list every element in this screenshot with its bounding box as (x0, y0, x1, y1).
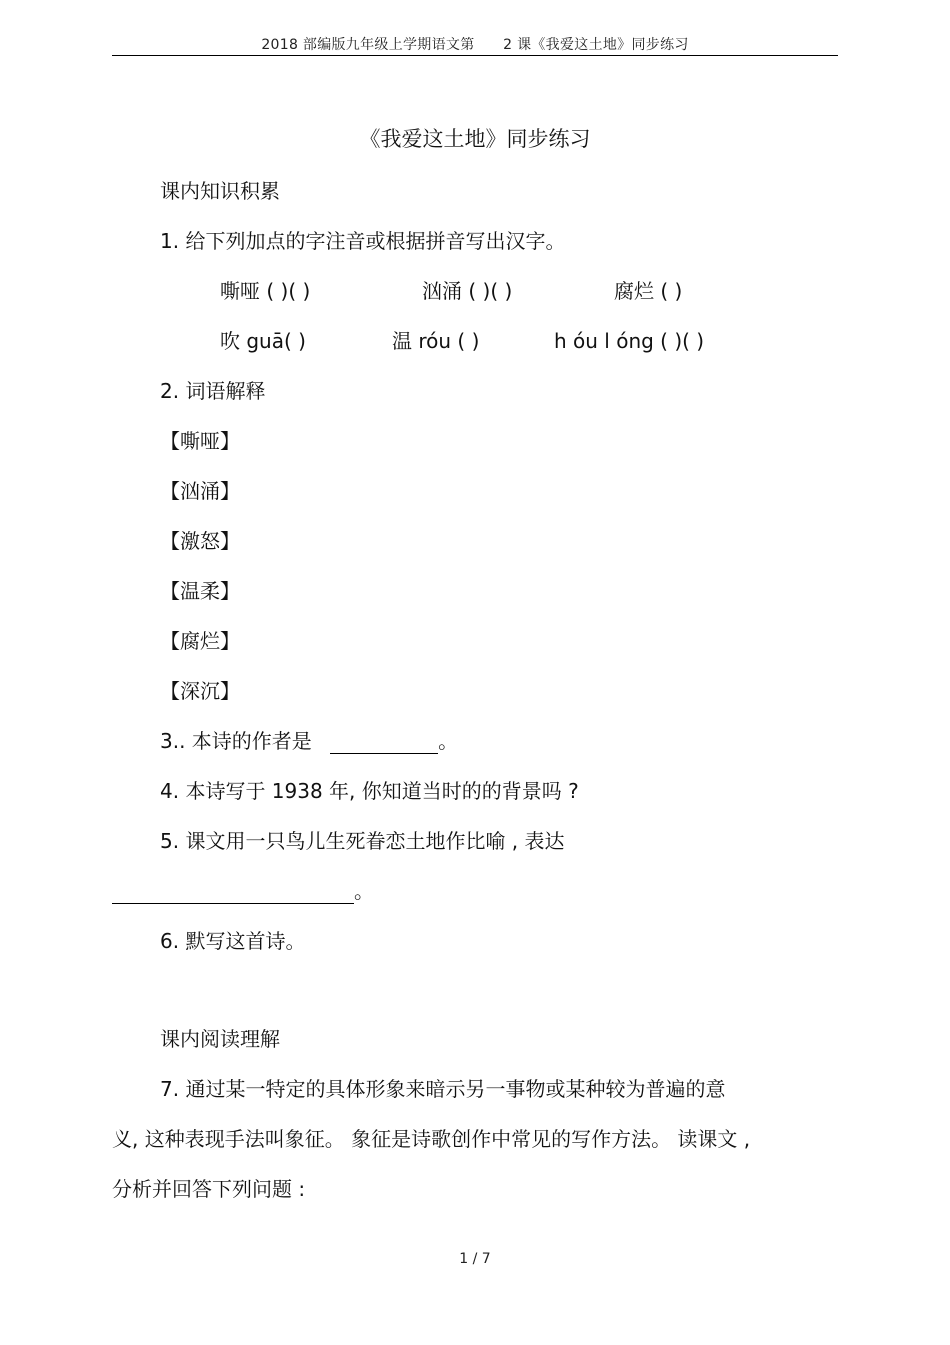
q1-item: h óu l óng ( )( ) (554, 329, 705, 353)
document-title: 《我爱这土地》同步练习 (359, 127, 591, 151)
answer-blank (330, 733, 438, 754)
page-number: 1 / 7 (459, 1251, 491, 1267)
section-heading-reading: 课内阅读理解 (160, 1027, 280, 1051)
question-1-prompt: 1. 给下列加点的字注音或根据拼音写出汉字。 (160, 229, 566, 253)
term-item: 【腐烂】 (160, 629, 240, 653)
question-6: 6. 默写这首诗。 (160, 929, 306, 953)
section-heading-knowledge: 课内知识积累 (160, 179, 280, 203)
question-3-suffix: 。 (438, 729, 459, 753)
question-4: 4. 本诗写于 1938 年, 你知道当时的的背景吗 ? (160, 779, 579, 803)
question-3-text: 3.. 本诗的作者是 (160, 729, 312, 753)
question-7-line1: 7. 通过某一特定的具体形象来暗示另一事物或某种较为普遍的意 (160, 1077, 726, 1101)
q1-item: 汹涌 ( )( ) (422, 279, 513, 303)
term-item: 【嘶哑】 (160, 429, 240, 453)
question-2-prompt: 2. 词语解释 (160, 379, 266, 403)
term-item: 【深沉】 (160, 679, 240, 703)
question-5-line2 (112, 878, 374, 904)
running-header: 2018 部编版九年级上学期语文第 2 课《我爱这土地》同步练习 (261, 37, 689, 53)
question-7-line3: 分析并回答下列问题 : (112, 1177, 306, 1201)
question-5-suffix: 。 (354, 879, 374, 903)
term-item: 【汹涌】 (160, 479, 240, 503)
q1-item: 腐烂 ( ) (614, 279, 683, 303)
question-5-line1: 5. 课文用一只鸟儿生死眷恋土地作比喻 , 表达 (160, 829, 565, 853)
answer-blank (112, 883, 354, 904)
header-rule (112, 55, 838, 56)
q1-item: 温 róu ( ) (392, 329, 480, 353)
question-7-line2: 义, 这种表现手法叫象征。 象征是诗歌创作中常见的写作方法。 读课文 , (112, 1127, 751, 1151)
question-3 (160, 728, 458, 754)
q1-item: 嘶哑 ( )( ) (220, 279, 311, 303)
term-item: 【温柔】 (160, 579, 240, 603)
term-item: 【激怒】 (160, 529, 240, 553)
q1-item: 吹 guā( ) (220, 329, 306, 353)
